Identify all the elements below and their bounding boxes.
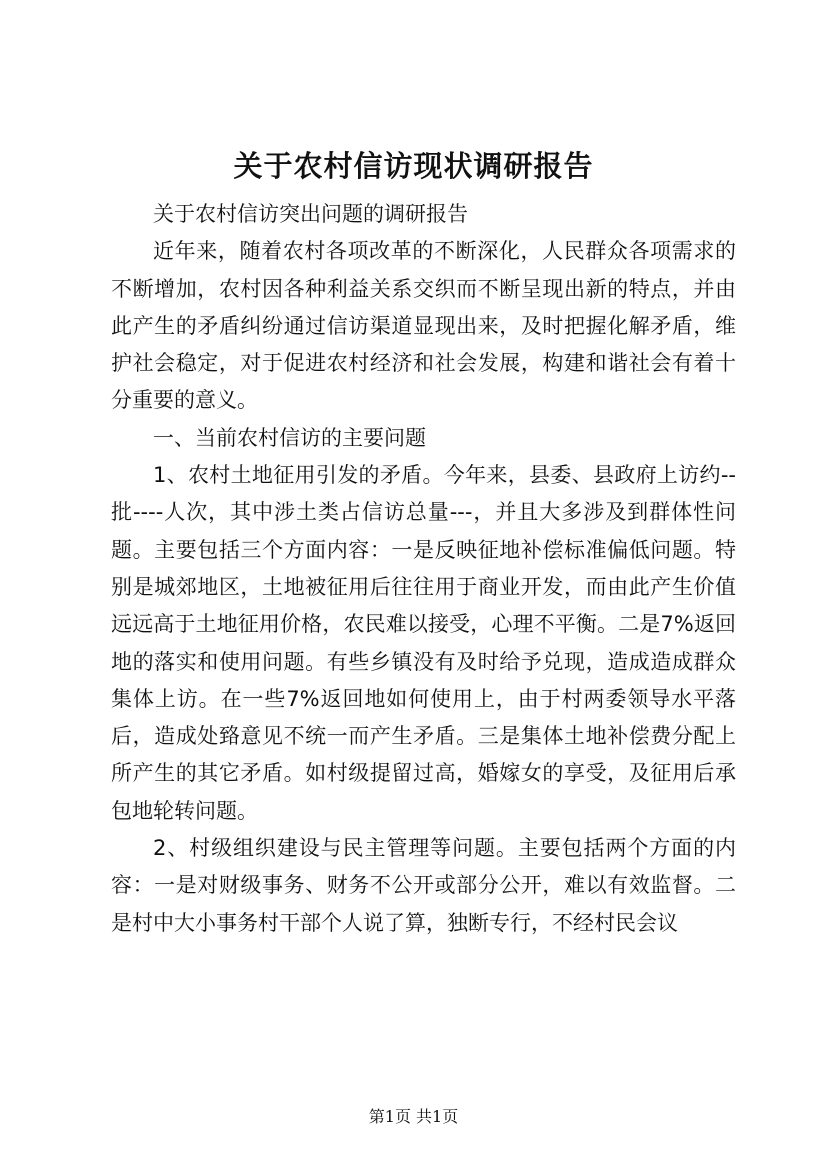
section-heading: 一、当前农村信访的主要问题 xyxy=(153,425,426,450)
paragraph-subtitle: 关于农村信访突出问题的调研报告 xyxy=(153,202,468,226)
paragraph-intro: 近年来，随着农村各项改革的不断深化，人民群众各项需求的不断增加，农村因各种利益关系交织而不断呈现出新的特点，并由此产生的矛盾纠纷通过信访渠道显现出来，及时把握化解矛盾，维护社会稳定，对于促进农村经济和社会发展，构建和谐社会有着十分重要的意义。 xyxy=(111,239,736,413)
document-body xyxy=(111,196,736,942)
paragraph-village-management: 2、村级组织建设与民主管理等问题。主要包括两个方面的内容：一是对财级事务、财务不公开或部分公开，难以有效监督。二是村中大小事务村干部个人说了算，独断专行，不经村民会议 xyxy=(111,836,736,935)
document-title: 关于农村信访现状调研报告 xyxy=(233,149,594,183)
page-footer: 第1页 共1页 xyxy=(368,1107,459,1126)
paragraph-land-issue: 1、农村土地征用引发的矛盾。今年来，县委、县政府上访约--批----人次，其中涉土类占信访总量---，并且大多涉及到群体性问题。主要包括三个方面内容：一是反映征地补偿标准偏低问题。特别是城郊地区，土地被征用后往往用于商业开发，而由此产生价值远远高于土地征用价格，农民难以接受，心理不平衡。二是7%返回地的落实和使用问题。有些乡镇没有及时给予兑现，造成造成群众集体上访。在一些7%返回地如何使用上，由于村两委领导水平落后，造成处臵意见不统一而产生矛盾。三是集体土地补偿费分配上所产生的其它矛盾。如村级提留过高，婚嫁女的享受，及征用后承包地轮转问题。 xyxy=(111,463,736,823)
